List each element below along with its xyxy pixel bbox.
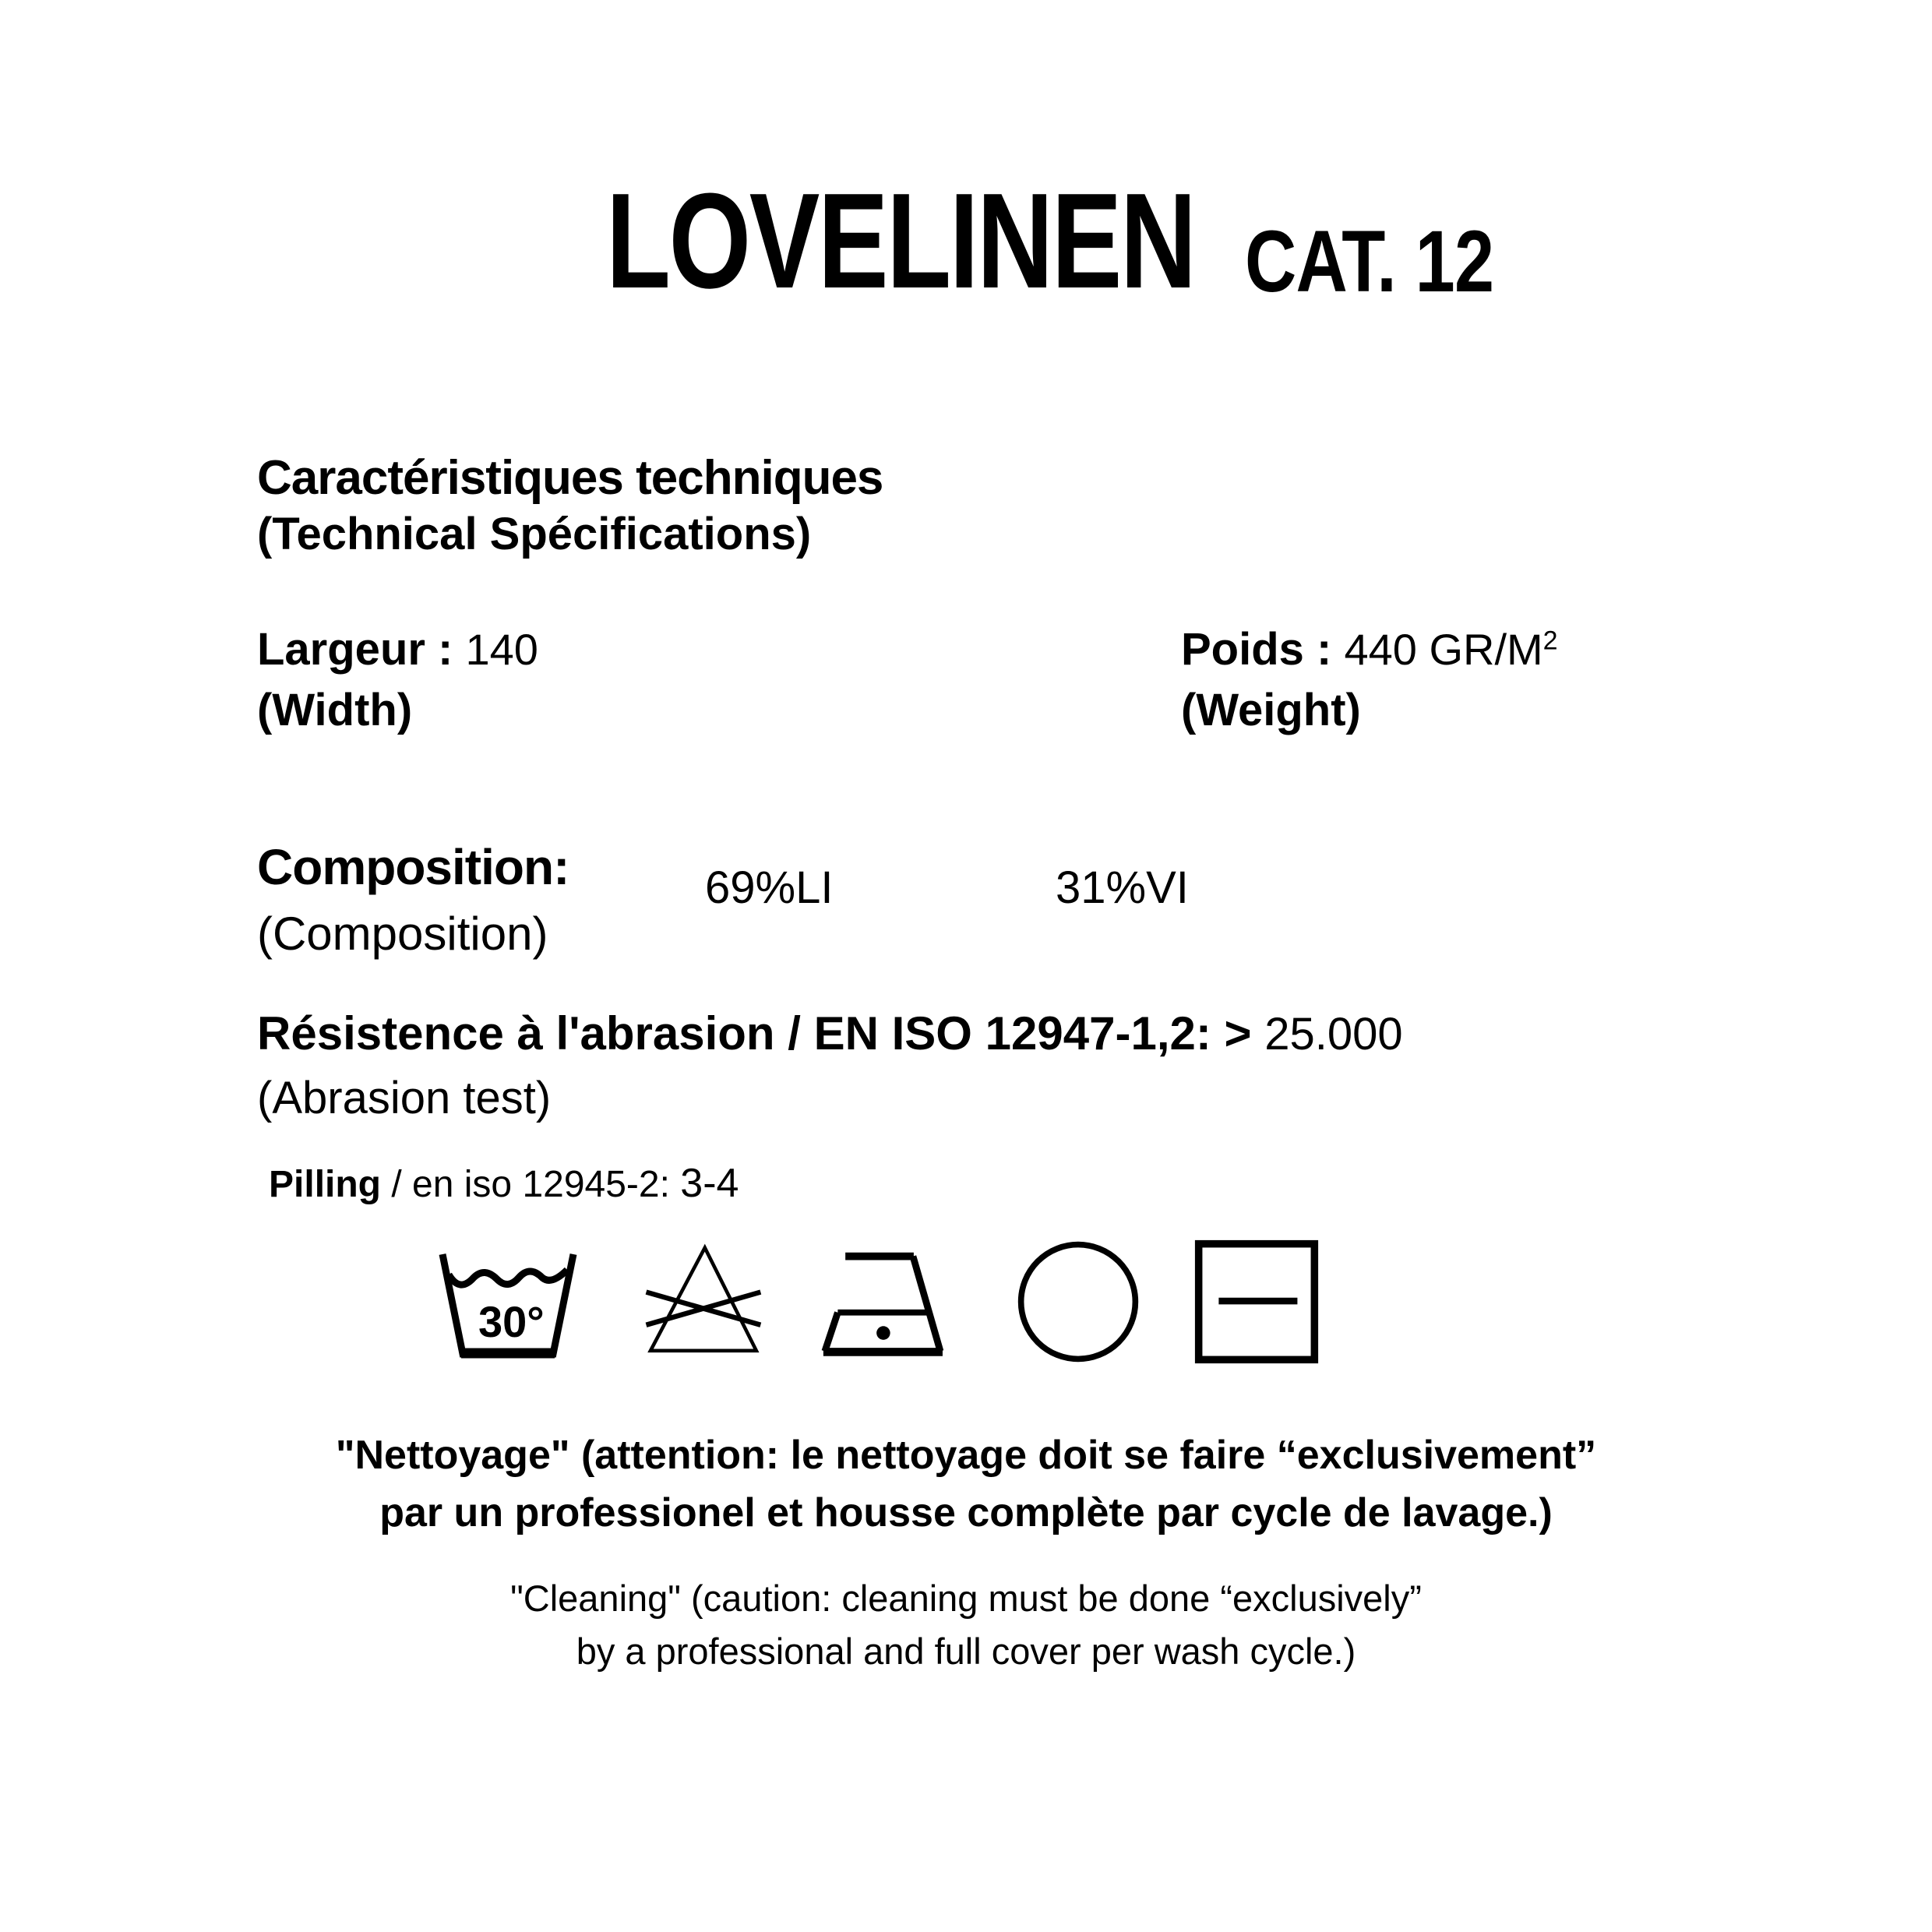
cleaning-notice-en-line2: by a professional and full cover per wash cycle.) — [576, 1631, 1356, 1673]
pilling-spec — [269, 1160, 739, 1207]
pilling-label: Pilling — [269, 1164, 381, 1205]
brand-name: LOVELINEN — [606, 164, 1195, 316]
section-heading-fr: Caractéristiques techniques — [257, 451, 883, 505]
wash-temp-label: 30° — [478, 1297, 545, 1346]
composition-label: Composition: — [257, 839, 569, 895]
abrasion-spec — [257, 1007, 1403, 1060]
weight-sublabel: (Weight) — [1181, 685, 1361, 735]
dry-clean-circle-icon — [1015, 1239, 1141, 1369]
abrasion-value: 25.000 — [1264, 1009, 1403, 1059]
cleaning-notice-en-line1: "Cleaning" (caution: cleaning must be done “exclusively” — [510, 1578, 1422, 1619]
weight-spec — [1181, 623, 1558, 675]
pilling-value: 3-4 — [680, 1161, 739, 1206]
width-spec — [257, 623, 538, 675]
iron-one-dot-icon — [820, 1246, 971, 1366]
category-label: CAT. 12 — [1245, 213, 1494, 310]
cleaning-notice-fr — [0, 1427, 1932, 1542]
composition-value-vi: 31%VI — [1056, 862, 1189, 913]
composition-value-li: 69%LI — [705, 862, 834, 913]
wash-tub-30-icon — [430, 1245, 586, 1366]
dry-flat-square-icon — [1193, 1239, 1320, 1369]
width-sublabel: (Width) — [257, 685, 413, 735]
width-value: 140 — [465, 625, 538, 674]
weight-value-exponent: 2 — [1542, 626, 1558, 656]
abrasion-sublabel: (Abrasion test) — [257, 1073, 552, 1123]
cleaning-notice-en — [0, 1572, 1932, 1678]
abrasion-label: Résistence à l'abrasion / EN ISO 12947-1,2: > — [257, 1007, 1252, 1059]
weight-value: 440 $GR/M^2$ — [1344, 625, 1558, 674]
composition-sublabel: (Composition) — [257, 908, 548, 960]
pilling-label-rest: / en iso 12945-2: — [391, 1164, 670, 1205]
section-heading-en: (Technical Spécifications) — [257, 509, 812, 559]
weight-label: Poids : — [1181, 624, 1332, 675]
width-label: Largeur : — [257, 624, 453, 675]
cleaning-notice-fr-line1: "Nettoyage" (attention: le nettoyage doit se faire “exclusivement” — [335, 1433, 1597, 1478]
do-not-bleach-icon — [642, 1239, 763, 1367]
cleaning-notice-fr-line2: par un professionel et housse complète par cycle de lavage.) — [379, 1490, 1553, 1535]
